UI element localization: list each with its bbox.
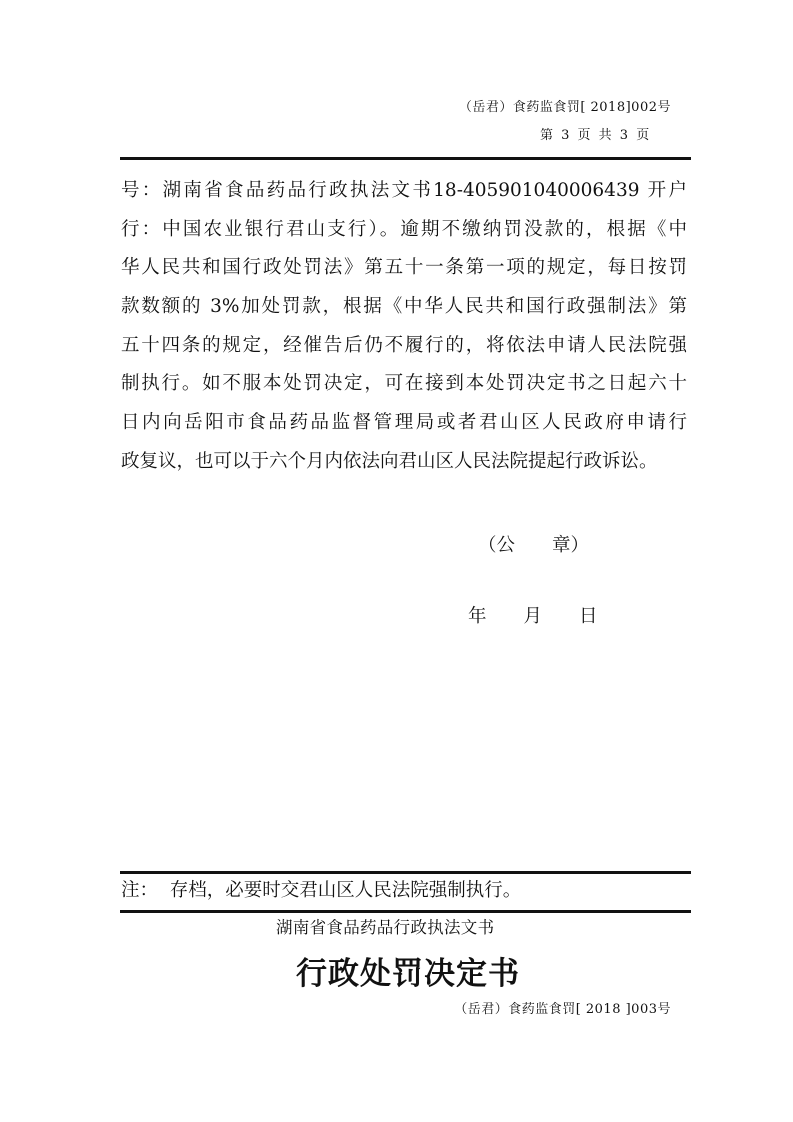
body-paragraph: [121, 172, 687, 482]
header-rule: [120, 157, 691, 160]
next-document-number: （岳君）食药监食罚[ 2018 ]003号: [454, 1002, 671, 1017]
next-document-org-title: 湖南省食品药品行政执法文书: [276, 918, 495, 937]
date-label: 年 月 日: [468, 606, 598, 627]
body-line-1: 号：湖南省食品药品行政执法文书18-405901040006439 开户: [121, 180, 687, 201]
seal-label: （公 章）: [478, 535, 590, 556]
document-number: （岳君）食药监食罚[ 2018]002号: [458, 100, 671, 115]
page-indicator: 第 3 页 共 3 页: [540, 128, 650, 143]
body-line-4: 款数额的 3%加处罚款，根据《中华人民共和国行政强制法》第: [121, 296, 687, 318]
footnote: 注： 存档，必要时交君山区人民法院强制执行。: [121, 880, 522, 901]
body-line-6: 制执行。如不服本处罚决定，可在接到本处罚决定书之日起六十: [121, 373, 687, 395]
footnote-bottom-rule: [120, 910, 691, 913]
body-line-2: 行：中国农业银行君山支行）。逾期不缴纳罚没款的，根据《中: [121, 218, 687, 240]
footnote-top-rule: [120, 871, 691, 874]
body-line-7: 日内向岳阳市食品药品监督管理局或者君山区人民政府申请行: [121, 412, 687, 434]
body-line-5: 五十四条的规定，经催告后仍不履行的，将依法申请人民法院强: [121, 334, 687, 356]
body-line-8: 政复议，也可以于六个月内依法向君山区人民法院提起行政诉讼。: [121, 450, 658, 472]
next-document-title: 行政处罚决定书: [296, 956, 520, 992]
body-line-3: 华人民共和国行政处罚法》第五十一条第一项的规定，每日按罚: [121, 257, 687, 279]
